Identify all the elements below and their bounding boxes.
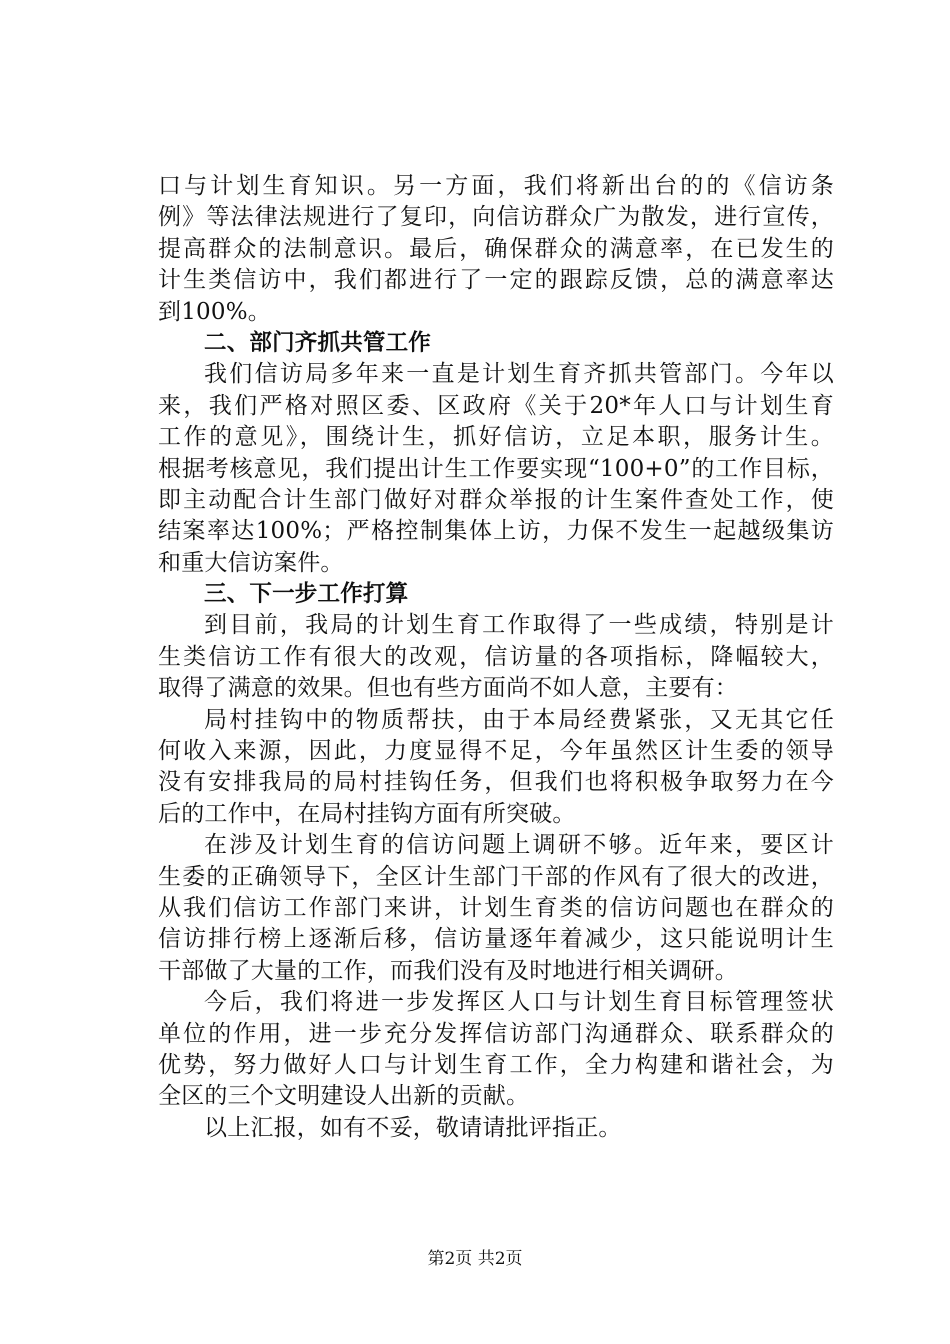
body-text-line: 没有安排我局的局村挂钩任务，但我们也将积极争取努力在今 bbox=[158, 769, 834, 796]
body-text-line: 后的工作中，在局村挂钩方面有所突破。 bbox=[158, 800, 576, 827]
body-text-line: 优势，努力做好人口与计划生育工作，全力构建和谐社会，为 bbox=[158, 1051, 834, 1078]
document-body bbox=[158, 171, 834, 1144]
body-text-line: 取得了满意的效果。但也有些方面尚不如人意，主要有： bbox=[158, 675, 738, 702]
body-text-line: 以上汇报，如有不妥，敬请请批评指正。 bbox=[204, 1114, 622, 1141]
body-text-line: 信访排行榜上逐渐后移，信访量逐年着减少，这只能说明计生 bbox=[158, 926, 834, 953]
body-text-line: 工作的意见》，围绕计生，抓好信访，立足本职，服务计生。 bbox=[158, 424, 834, 451]
body-text-line: 生委的正确领导下，全区计生部门干部的作风有了很大的改进， bbox=[158, 863, 834, 890]
body-text-line: 今后，我们将进一步发挥区人口与计划生育目标管理签状 bbox=[204, 989, 834, 1016]
page-footer: 第2页 共2页 bbox=[427, 1249, 523, 1269]
body-text-line: 来，我们严格对照区委、区政府《关于20*年人口与计划生育 bbox=[158, 392, 834, 419]
body-text-line: 和重大信访案件。 bbox=[158, 549, 344, 576]
body-text-line: 何收入来源，因此，力度显得不足，今年虽然区计生委的领导 bbox=[158, 738, 834, 765]
body-text-line: 局村挂钩中的物质帮扶，由于本局经费紧张，又无其它任 bbox=[204, 706, 834, 733]
section-heading: 二、部门齐抓共管工作 bbox=[204, 329, 432, 356]
body-text-line: 口与计划生育知识。另一方面，我们将新出台的的《信访条 bbox=[158, 173, 834, 199]
body-text-line: 到目前，我局的计划生育工作取得了一些成绩，特别是计 bbox=[204, 612, 834, 639]
body-text-line: 计生类信访中，我们都进行了一定的跟踪反馈，总的满意率达 bbox=[158, 267, 834, 294]
body-text-line: 根据考核意见，我们提出计生工作要实现“100+0”的工作目标， bbox=[158, 455, 834, 482]
body-text-line: 提高群众的法制意识。最后，确保群众的满意率，在已发生的 bbox=[158, 235, 834, 262]
body-text-line: 在涉及计划生育的信访问题上调研不够。近年来，要区计 bbox=[204, 832, 834, 859]
section-heading: 三、下一步工作打算 bbox=[204, 581, 409, 608]
body-text-line: 我们信访局多年来一直是计划生育齐抓共管部门。今年以 bbox=[204, 361, 834, 388]
body-text-line: 即主动配合计生部门做好对群众举报的计生案件查处工作，使 bbox=[158, 486, 834, 513]
body-text-line: 单位的作用，进一步充分发挥信访部门沟通群众、联系群众的 bbox=[158, 1020, 834, 1047]
body-text-line: 生类信访工作有很大的改观，信访量的各项指标，降幅较大， bbox=[158, 643, 834, 670]
body-text-line: 从我们信访工作部门来讲，计划生育类的信访问题也在群众的 bbox=[158, 894, 834, 921]
body-text-line: 干部做了大量的工作，而我们没有及时地进行相关调研。 bbox=[158, 957, 738, 984]
body-text-line: 例》等法律法规进行了复印，向信访群众广为散发，进行宣传， bbox=[158, 204, 834, 231]
body-text-line: 结案率达100%；严格控制集体上访，力保不发生一起越级集访 bbox=[158, 518, 834, 545]
body-text-line: 到100%。 bbox=[158, 298, 271, 325]
body-text-line: 全区的三个文明建设人出新的贡献。 bbox=[158, 1083, 530, 1110]
